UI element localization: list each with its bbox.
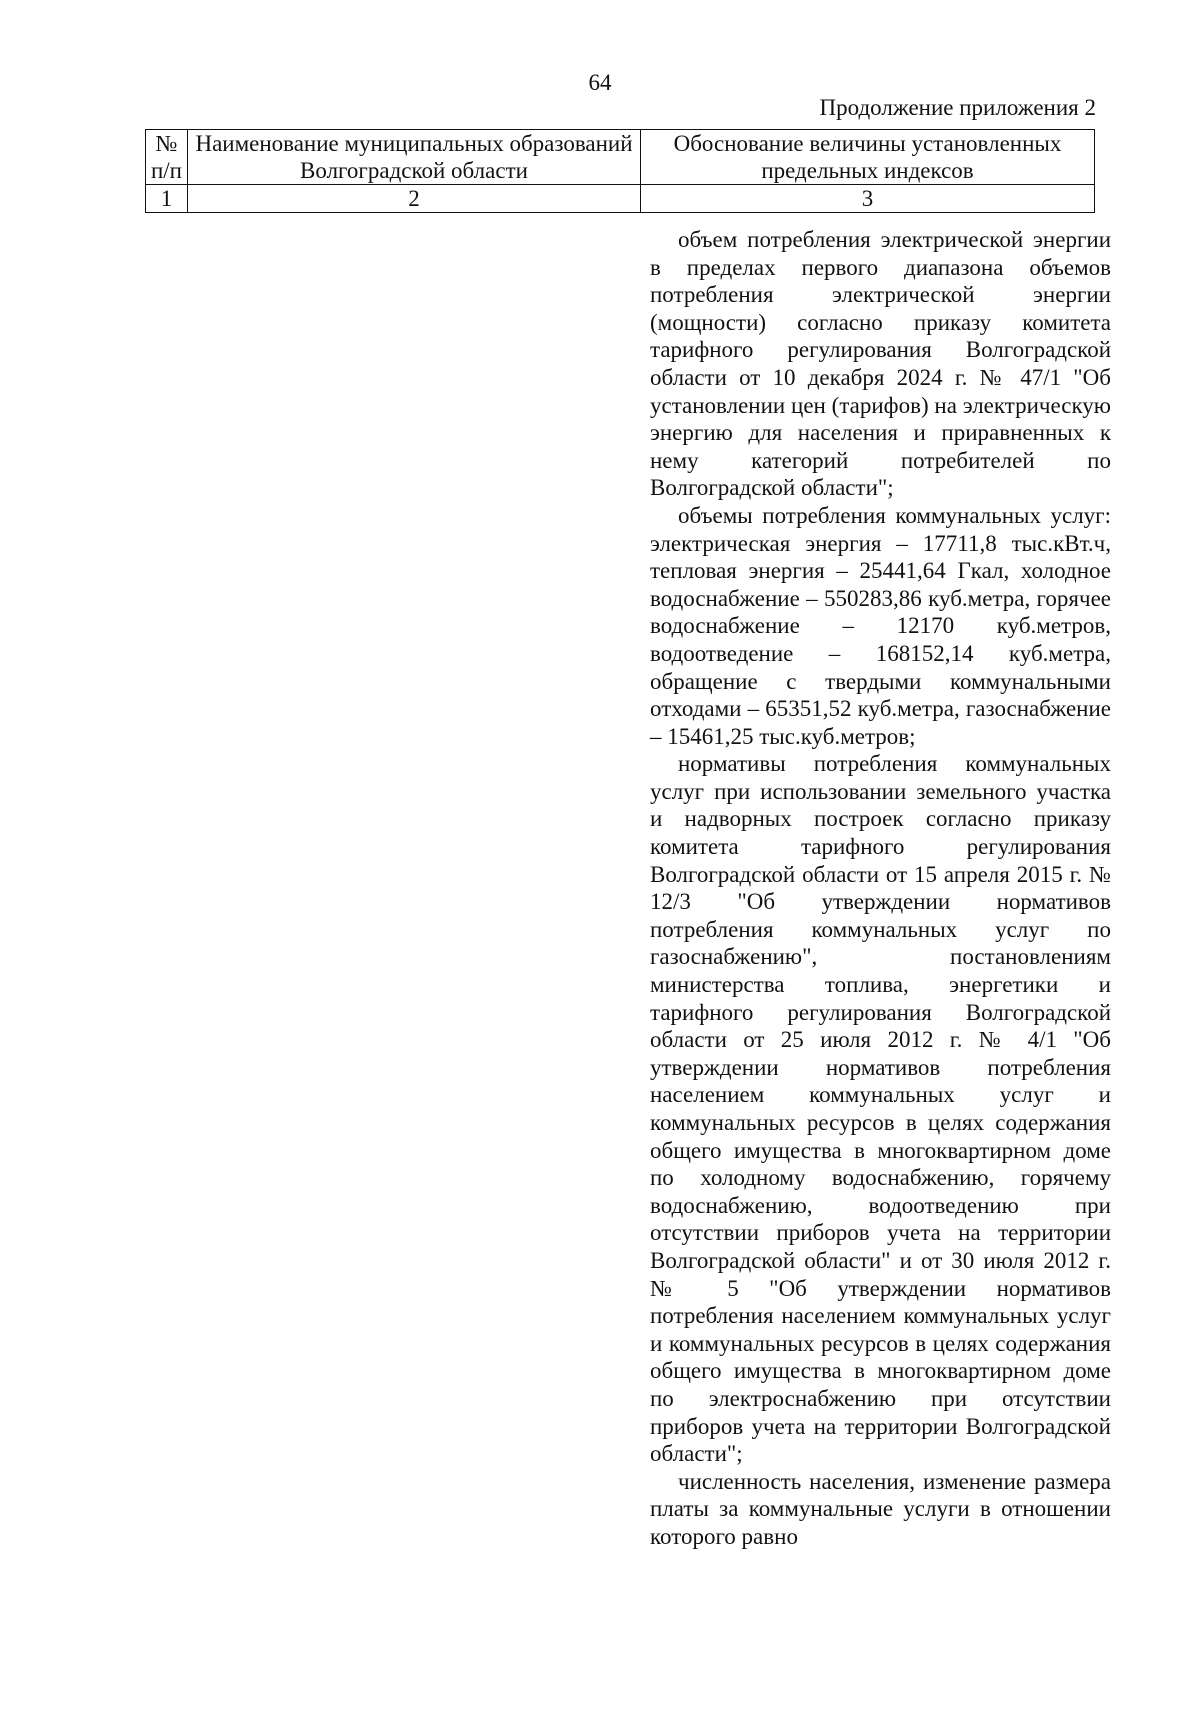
document-table xyxy=(145,129,1095,213)
page-number: 64 xyxy=(588,70,612,95)
column-index-1: 1 xyxy=(146,185,188,213)
paragraph-utility-volumes: объемы потребления коммунальных услуг: электрическая энергия – 17711,8 тыс.кВт.ч, тепловая энергия – 25441,64 Гкал, холодное водоснабжение – 550283,86 куб.метра, горячее водоснабжение – 12170 куб.метров, водоотведение – 168152,14 куб.метра, обращение с твердыми коммунальными отходами – 65351,52 куб.метра, газоснабжение – 15461,25 тыс.куб.метров; xyxy=(650,502,1111,749)
header-number: № п/п xyxy=(146,130,188,185)
header-justification: Обоснование величины установленных предельных индексов xyxy=(641,130,1095,185)
appendix-continuation-label: Продолжение приложения 2 xyxy=(819,95,1096,120)
column-index-3: 3 xyxy=(641,185,1095,213)
column-index-2: 2 xyxy=(188,185,641,213)
table-header-row xyxy=(146,130,1095,185)
justification-text xyxy=(650,226,1111,1551)
table-index-row xyxy=(146,185,1095,213)
paragraph-electricity-volume: объем потребления электрической энергии в пределах первого диапазона объемов потребления электрической энергии (мощности) согласно приказу комитета тарифного регулирования Волгоградской области от 10 декабря 2024 г. № 47/1 "Об установлении цен (тарифов) на электрическую энергию для населения и приравненных к нему категорий потребителей по Волгоградской области"; xyxy=(650,227,1111,501)
paragraph-population: численность населения, изменение размера платы за коммунальные услуги в отношении которого равно xyxy=(650,1468,1111,1549)
paragraph-consumption-norms: нормативы потребления коммунальных услуг при использовании земельного участка и надворных построек согласно приказу комитета тарифного регулирования Волгоградской области от 15 апреля 2015 г. № 12/3 "Об утверждении нормативов потребления коммунальных услуг по газоснабжению", постановлениям министерства топлива, энергетики и тарифного регулирования Волгоградской области от 25 июля 2012 г. № 4/1 "Об утверждении нормативов потребления населением коммунальных услуг и коммунальных ресурсов в целях содержания общего имущества в многоквартирном доме по холодному водоснабжению, горячему водоснабжению, водоотведению при отсутствии приборов учета на территории Волгоградской области" и от 30 июля 2012 г. № 5 "Об утверждении нормативов потребления населением коммунальных услуг и коммунальных ресурсов в целях содержания общего имущества в многоквартирном доме по электроснабжению при отсутствии приборов учета на территории Волгоградской области"; xyxy=(650,751,1111,1467)
header-municipality: Наименование муниципальных образований Волгоградской области xyxy=(188,130,641,185)
